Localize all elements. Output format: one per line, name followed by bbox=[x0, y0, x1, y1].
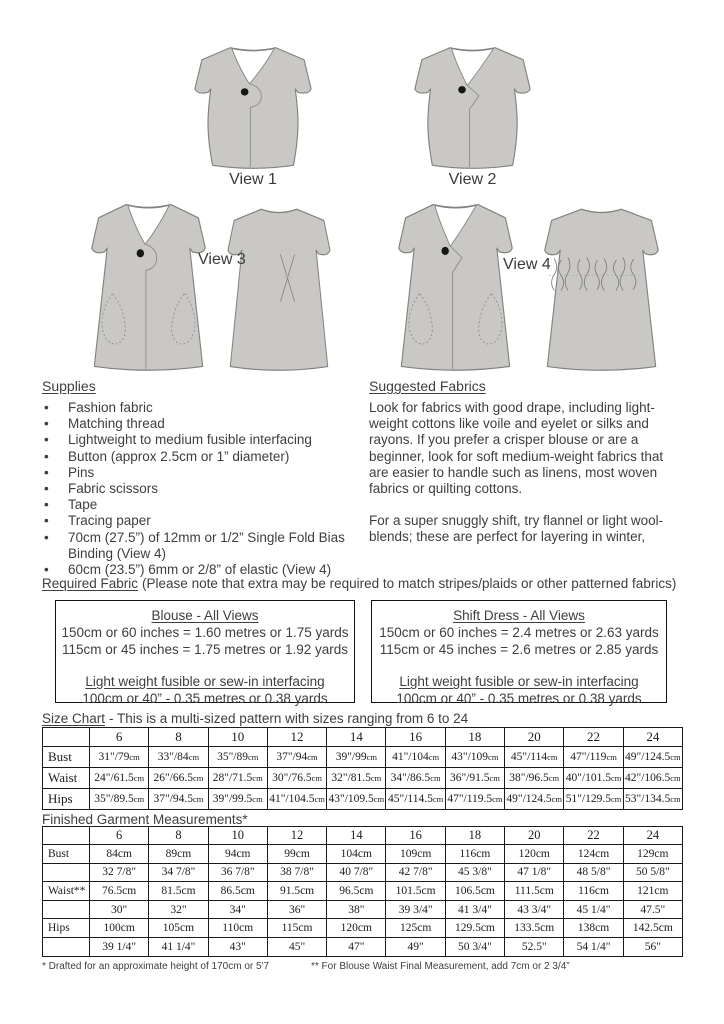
column-header: 24 bbox=[623, 728, 682, 747]
shift-interfacing-title: Light weight fusible or sew-in interfacing bbox=[399, 674, 639, 689]
table-cell: 47"/119.5cm bbox=[445, 789, 504, 810]
column-header: 18 bbox=[445, 728, 504, 747]
button-icon bbox=[458, 86, 466, 93]
column-header: 20 bbox=[505, 728, 564, 747]
supplies-item bbox=[42, 481, 364, 497]
table-cell: 76.5cm bbox=[90, 882, 149, 901]
blouse-interfacing-title: Light weight fusible or sew-in interfacing bbox=[85, 674, 325, 689]
column-header: 6 bbox=[90, 827, 149, 845]
blouse-box-line2: 115cm or 45 inches = 1.75 metres or 1.92 yards bbox=[61, 642, 349, 657]
blouse-box-line1: 150cm or 60 inches = 1.60 metres or 1.75 yards bbox=[61, 625, 349, 640]
row-label: Bust bbox=[43, 845, 90, 864]
text-line: are easier to handle such as linens, most woven bbox=[369, 464, 658, 480]
column-header: 16 bbox=[386, 728, 445, 747]
table-cell: 50 5/8" bbox=[623, 863, 682, 882]
shift-box-line1: 150cm or 60 inches = 2.4 metres or 2.63 yards bbox=[379, 625, 659, 640]
text-line: fabrics or quilting cottons. bbox=[369, 481, 523, 497]
blouse-fabric-box bbox=[55, 600, 355, 706]
supplies-item-text: Fabric scissors bbox=[68, 481, 159, 497]
table-cell: 34 7/8" bbox=[149, 863, 208, 882]
table-cell: 101.5cm bbox=[386, 882, 445, 901]
bullet-icon: • bbox=[44, 497, 49, 513]
bullet-icon: • bbox=[44, 529, 49, 545]
table-cell: 56" bbox=[623, 937, 682, 956]
row-label bbox=[43, 863, 90, 882]
supplies-item bbox=[42, 449, 364, 465]
table-cell: 32"/81.5cm bbox=[327, 768, 386, 789]
view2-label: View 2 bbox=[448, 171, 497, 188]
text-line: blends; these are perfect for layering in winter, bbox=[369, 529, 646, 545]
table-cell: 24"/61.5cm bbox=[90, 768, 149, 789]
table-cell: 41 1/4" bbox=[149, 937, 208, 956]
table-cell: 42 7/8" bbox=[386, 863, 445, 882]
table-row bbox=[43, 919, 683, 938]
table-cell: 43 3/4" bbox=[505, 900, 564, 919]
table-row bbox=[43, 747, 683, 768]
table-cell: 40 7/8" bbox=[327, 863, 386, 882]
view1-blouse-illustration bbox=[187, 40, 319, 173]
row-label bbox=[43, 937, 90, 956]
required-fabric-heading: Required Fabric bbox=[42, 576, 139, 591]
supplies-item bbox=[42, 530, 364, 562]
column-header bbox=[43, 827, 90, 845]
table-cell: 111.5cm bbox=[505, 882, 564, 901]
table-cell: 115cm bbox=[267, 919, 326, 938]
table-cell: 142.5cm bbox=[623, 919, 682, 938]
size-chart-heading-label: Size Chart bbox=[42, 711, 106, 726]
table-cell: 41"/104cm bbox=[386, 747, 445, 768]
table-cell: 45 1/4" bbox=[564, 900, 623, 919]
suggested-fabrics-para2 bbox=[369, 513, 701, 545]
bullet-icon: • bbox=[44, 448, 49, 464]
bullet-icon: • bbox=[44, 464, 49, 480]
size-chart-heading-note: - This is a multi-sized pattern with sizes ranging from 6 to 24 bbox=[109, 711, 469, 726]
supplies-item-text: Button (approx 2.5cm or 1” diameter) bbox=[68, 448, 290, 464]
table-cell: 48 5/8" bbox=[564, 863, 623, 882]
table-cell: 30" bbox=[90, 900, 149, 919]
table-cell: 116cm bbox=[564, 882, 623, 901]
table-cell: 32" bbox=[149, 900, 208, 919]
table-cell: 81.5cm bbox=[149, 882, 208, 901]
table-cell: 39 3/4" bbox=[386, 900, 445, 919]
table-cell: 105cm bbox=[149, 919, 208, 938]
table-cell: 86.5cm bbox=[208, 882, 267, 901]
table-row bbox=[43, 789, 683, 810]
table-cell: 33"/84cm bbox=[149, 747, 208, 768]
column-header: 10 bbox=[208, 827, 267, 845]
table-cell: 42"/106.5cm bbox=[623, 768, 682, 789]
table-cell: 45"/114cm bbox=[505, 747, 564, 768]
table-cell: 120cm bbox=[327, 919, 386, 938]
text-line: weight cottons like voile and eyelet or silks and bbox=[369, 416, 649, 432]
table-cell: 52.5" bbox=[505, 937, 564, 956]
text-line: For a super snuggly shift, try flannel or light wool- bbox=[369, 513, 664, 529]
view2-blouse-illustration bbox=[407, 40, 538, 173]
view1-label: View 1 bbox=[229, 171, 277, 188]
table-cell: 34"/86.5cm bbox=[386, 768, 445, 789]
table-cell: 35"/89.5cm bbox=[90, 789, 149, 810]
text-line: rayons. If you prefer a crisper blouse or are a bbox=[369, 432, 639, 448]
supplies-item-text: Lightweight to medium fusible interfacing bbox=[68, 432, 312, 448]
column-header: 12 bbox=[267, 728, 326, 747]
table-cell: 26"/66.5cm bbox=[149, 768, 208, 789]
size-chart-table bbox=[42, 727, 683, 810]
table-cell: 49"/124.5cm bbox=[623, 747, 682, 768]
table-cell: 37"/94.5cm bbox=[149, 789, 208, 810]
table-row bbox=[43, 937, 683, 956]
table-cell: 43"/109.5cm bbox=[327, 789, 386, 810]
view4-label: View 4 bbox=[503, 256, 551, 273]
table-cell: 41 3/4" bbox=[445, 900, 504, 919]
supplies-item bbox=[42, 465, 364, 481]
shift-interfacing-line: 100cm or 40” - 0.35 metres or 0.38 yards bbox=[396, 691, 642, 706]
table-cell: 36" bbox=[267, 900, 326, 919]
row-label: Waist** bbox=[43, 882, 90, 901]
table-cell: 125cm bbox=[386, 919, 445, 938]
shift-box-line2: 115cm or 45 inches = 2.6 metres or 2.85 yards bbox=[379, 642, 659, 657]
size-chart-heading bbox=[42, 711, 468, 726]
bullet-icon: • bbox=[44, 416, 49, 432]
table-cell: 45" bbox=[267, 937, 326, 956]
supplies-item-text: Fashion fabric bbox=[68, 400, 153, 415]
finished-measurements-heading-label: Finished Garment Measurements* bbox=[42, 812, 248, 827]
table-row bbox=[43, 768, 683, 789]
column-header: 22 bbox=[564, 827, 623, 845]
view3-back-illustration bbox=[221, 199, 337, 374]
bullet-icon: • bbox=[44, 400, 49, 415]
table-cell: 99cm bbox=[267, 845, 326, 864]
column-header: 18 bbox=[445, 827, 504, 845]
footnote-waist: ** For Blouse Waist Final Measurement, add 7cm or 2 3/4” bbox=[311, 961, 570, 972]
table-cell: 94cm bbox=[208, 845, 267, 864]
row-label: Waist bbox=[43, 768, 90, 789]
table-cell: 49" bbox=[386, 937, 445, 956]
button-icon bbox=[241, 88, 249, 95]
bullet-icon: • bbox=[44, 513, 49, 529]
table-cell: 96.5cm bbox=[327, 882, 386, 901]
supplies-section bbox=[42, 378, 364, 578]
bullet-icon: • bbox=[44, 562, 49, 578]
table-cell: 47"/119cm bbox=[564, 747, 623, 768]
table-cell: 54 1/4" bbox=[564, 937, 623, 956]
supplies-item bbox=[42, 497, 364, 513]
supplies-item bbox=[42, 513, 364, 529]
supplies-item bbox=[42, 432, 364, 448]
table-cell: 49"/124.5cm bbox=[505, 789, 564, 810]
table-cell: 45"/114.5cm bbox=[386, 789, 445, 810]
text-line: Look for fabrics with good drape, including light- bbox=[369, 400, 655, 415]
table-cell: 106.5cm bbox=[445, 882, 504, 901]
footnote-height: * Drafted for an approximate height of 170cm or 5'7 bbox=[42, 961, 270, 972]
table-cell: 39"/99cm bbox=[327, 747, 386, 768]
supplies-item-text: Tracing paper bbox=[68, 513, 151, 529]
table-cell: 47 1/8" bbox=[505, 863, 564, 882]
table-cell: 43" bbox=[208, 937, 267, 956]
shift-box-title: Shift Dress - All Views bbox=[453, 608, 585, 623]
table-row bbox=[43, 845, 683, 864]
view4-back-illustration bbox=[537, 199, 666, 374]
row-label bbox=[43, 900, 90, 919]
column-header: 10 bbox=[208, 728, 267, 747]
blouse-box-title: Blouse - All Views bbox=[151, 608, 259, 623]
required-fabric-line bbox=[42, 576, 676, 591]
table-cell: 104cm bbox=[327, 845, 386, 864]
supplies-item-text: 60cm (23.5”) 6mm or 2/8” of elastic (View 4) bbox=[68, 562, 332, 578]
table-cell: 47.5" bbox=[623, 900, 682, 919]
finished-measurements-heading bbox=[42, 812, 248, 827]
finished-measurements-table bbox=[42, 826, 683, 957]
column-header: 8 bbox=[149, 827, 208, 845]
view3-label: View 3 bbox=[198, 251, 246, 268]
column-header: 16 bbox=[386, 827, 445, 845]
supplies-item bbox=[42, 400, 364, 416]
column-header: 22 bbox=[564, 728, 623, 747]
table-cell: 45 3/8" bbox=[445, 863, 504, 882]
text-line: beginner, look for soft medium-weight fabrics that bbox=[369, 448, 664, 464]
button-icon bbox=[441, 247, 448, 255]
table-cell: 138cm bbox=[564, 919, 623, 938]
supplies-list bbox=[42, 400, 364, 578]
table-cell: 100cm bbox=[90, 919, 149, 938]
suggested-fabrics-heading: Suggested Fabrics bbox=[369, 378, 486, 394]
supplies-item-text: 70cm (27.5”) of 12mm or 1/2” Single Fold Bias Binding (View 4) bbox=[68, 529, 345, 561]
table-row bbox=[43, 882, 683, 901]
table-cell: 37"/94cm bbox=[267, 747, 326, 768]
column-header: 20 bbox=[505, 827, 564, 845]
table-cell: 129cm bbox=[623, 845, 682, 864]
table-cell: 28"/71.5cm bbox=[208, 768, 267, 789]
table-cell: 32 7/8" bbox=[90, 863, 149, 882]
table-cell: 43"/109cm bbox=[445, 747, 504, 768]
supplies-item bbox=[42, 416, 364, 432]
table-cell: 120cm bbox=[505, 845, 564, 864]
table-row bbox=[43, 900, 683, 919]
column-header: 14 bbox=[327, 827, 386, 845]
row-label: Hips bbox=[43, 789, 90, 810]
column-header: 6 bbox=[90, 728, 149, 747]
table-cell: 38" bbox=[327, 900, 386, 919]
table-cell: 38"/96.5cm bbox=[505, 768, 564, 789]
table-cell: 129.5cm bbox=[445, 919, 504, 938]
table-cell: 109cm bbox=[386, 845, 445, 864]
table-cell: 133.5cm bbox=[505, 919, 564, 938]
bullet-icon: • bbox=[44, 481, 49, 497]
blouse-interfacing-line: 100cm or 40” - 0.35 metres or 0.38 yards bbox=[82, 691, 328, 706]
suggested-fabrics-para1 bbox=[369, 400, 701, 497]
table-cell: 30"/76.5cm bbox=[267, 768, 326, 789]
table-cell: 84cm bbox=[90, 845, 149, 864]
view3-front-illustration bbox=[84, 196, 213, 374]
column-header: 12 bbox=[267, 827, 326, 845]
table-cell: 53"/134.5cm bbox=[623, 789, 682, 810]
button-icon bbox=[137, 249, 144, 257]
supplies-item-text: Matching thread bbox=[68, 416, 165, 432]
bullet-icon: • bbox=[44, 432, 49, 448]
table-cell: 36"/91.5cm bbox=[445, 768, 504, 789]
table-cell: 38 7/8" bbox=[267, 863, 326, 882]
table-cell: 91.5cm bbox=[267, 882, 326, 901]
column-header: 8 bbox=[149, 728, 208, 747]
table-cell: 31"/79cm bbox=[90, 747, 149, 768]
table-cell: 47" bbox=[327, 937, 386, 956]
table-cell: 121cm bbox=[623, 882, 682, 901]
table-cell: 89cm bbox=[149, 845, 208, 864]
table-cell: 116cm bbox=[445, 845, 504, 864]
table-cell: 50 3/4" bbox=[445, 937, 504, 956]
required-fabric-note: (Please note that extra may be required to match stripes/plaids or other patterned fabrics) bbox=[142, 576, 677, 591]
table-cell: 51"/129.5cm bbox=[564, 789, 623, 810]
table-cell: 110cm bbox=[208, 919, 267, 938]
suggested-fabrics-section bbox=[369, 378, 701, 546]
table-cell: 40"/101.5cm bbox=[564, 768, 623, 789]
view4-front-illustration bbox=[391, 196, 520, 374]
table-cell: 35"/89cm bbox=[208, 747, 267, 768]
column-header: 14 bbox=[327, 728, 386, 747]
table-row bbox=[43, 863, 683, 882]
table-cell: 36 7/8" bbox=[208, 863, 267, 882]
column-header: 24 bbox=[623, 827, 682, 845]
shift-dress-fabric-box bbox=[371, 600, 667, 706]
supplies-item-text: Tape bbox=[68, 497, 98, 513]
supplies-heading: Supplies bbox=[42, 378, 96, 394]
column-header bbox=[43, 728, 90, 747]
row-label: Hips bbox=[43, 919, 90, 938]
table-cell: 34" bbox=[208, 900, 267, 919]
supplies-item-text: Pins bbox=[68, 464, 95, 480]
table-cell: 124cm bbox=[564, 845, 623, 864]
table-cell: 41"/104.5cm bbox=[267, 789, 326, 810]
table-cell: 39 1/4" bbox=[90, 937, 149, 956]
row-label: Bust bbox=[43, 747, 90, 768]
table-cell: 39"/99.5cm bbox=[208, 789, 267, 810]
